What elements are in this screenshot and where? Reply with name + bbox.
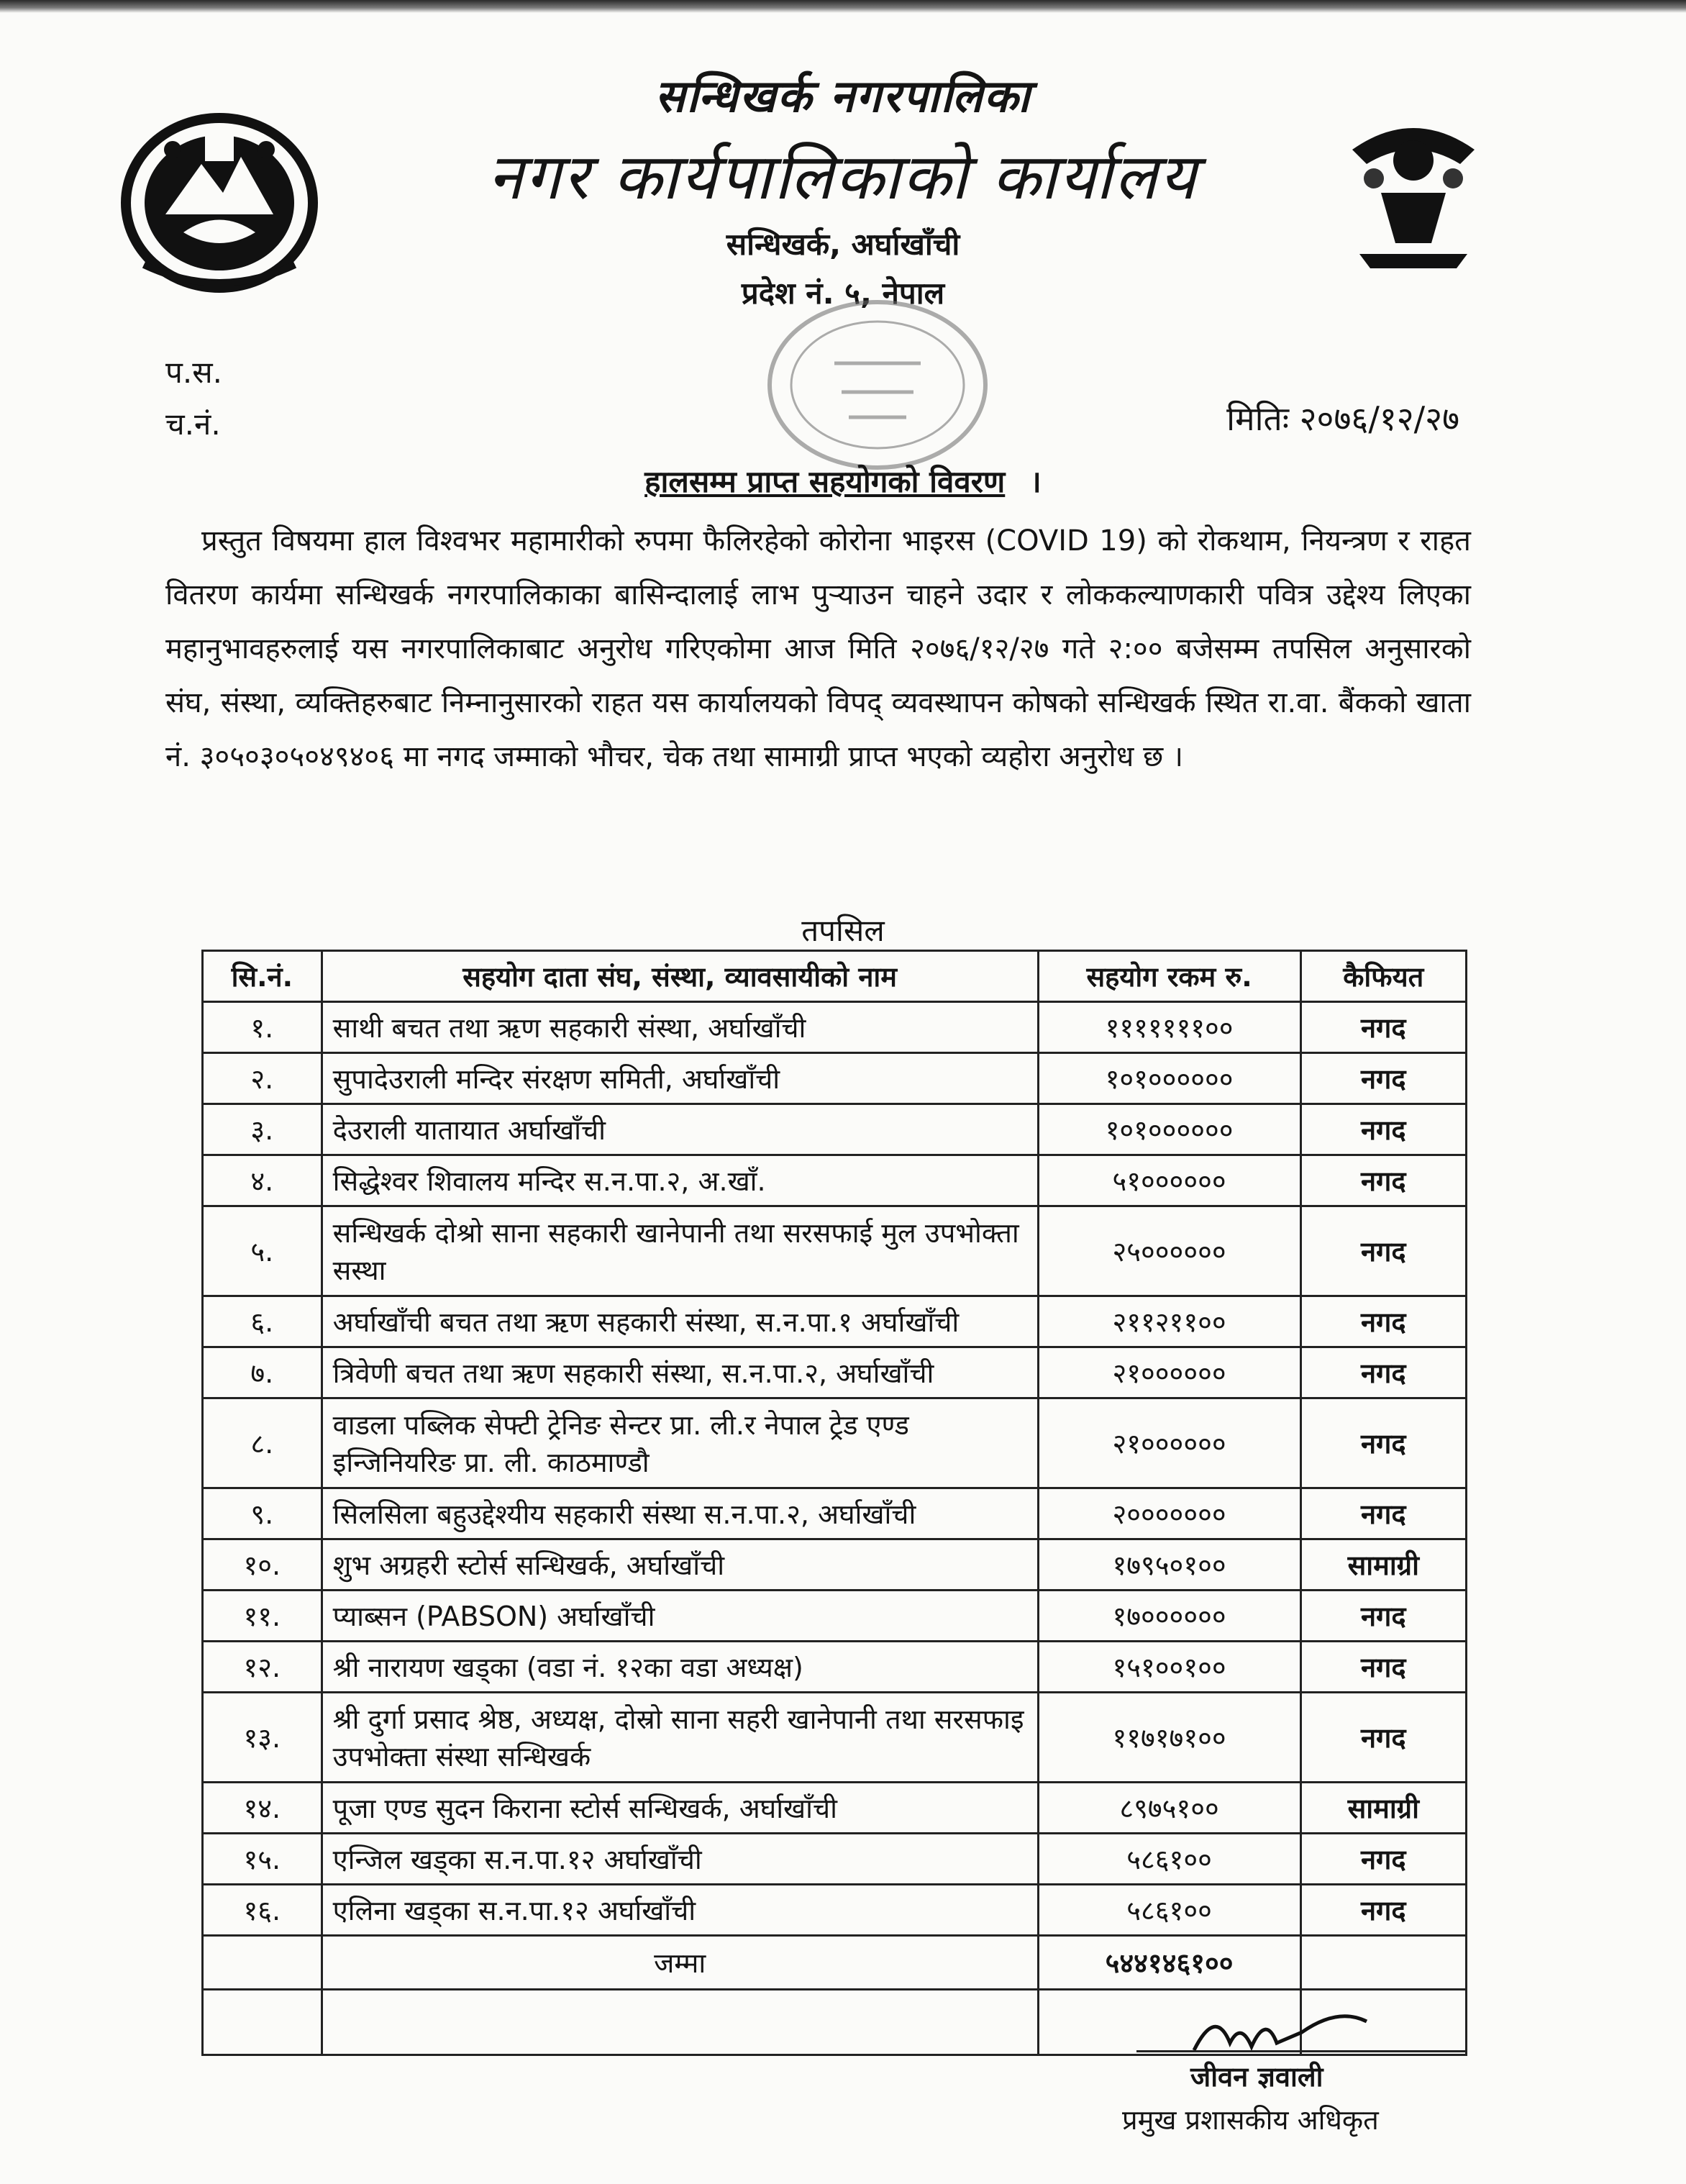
row-amount: २१०००००० xyxy=(1038,1398,1300,1488)
subject-line xyxy=(0,460,1686,501)
row-name: सन्धिखर्क दोश्रो साना सहकारी खानेपानी तथा सरसफाई मुल उपभोक्ता सस्था xyxy=(322,1206,1038,1296)
row-amount: ८९७५१०० xyxy=(1038,1783,1300,1834)
row-remarks: नगद xyxy=(1300,1002,1466,1053)
row-name: अर्घाखाँची बचत तथा ऋण सहकारी संस्था, स.न.पा.१ अर्घाखाँची xyxy=(322,1296,1038,1347)
total-label: जम्मा xyxy=(322,1936,1038,1990)
blank-cell xyxy=(322,1990,1038,2055)
row-sn: ३. xyxy=(203,1104,322,1155)
row-sn: ८. xyxy=(203,1398,322,1488)
row-sn: १६. xyxy=(203,1885,322,1936)
row-amount: २१०००००० xyxy=(1038,1347,1300,1398)
row-remarks: नगद xyxy=(1300,1296,1466,1347)
row-remarks: नगद xyxy=(1300,1206,1466,1296)
row-remarks: नगद xyxy=(1300,1591,1466,1642)
row-sn: १. xyxy=(203,1002,322,1053)
subject-end: । xyxy=(1029,464,1042,499)
row-sn: १५. xyxy=(203,1834,322,1885)
row-name: शुभ अग्रहरी स्टोर्स सन्धिखर्क, अर्घाखाँची xyxy=(322,1539,1038,1591)
row-remarks: नगद xyxy=(1300,1104,1466,1155)
row-name: एन्जिल खड्का स.न.पा.१२ अर्घाखाँची xyxy=(322,1834,1038,1885)
row-name: पूजा एण्ड सुदन किराना स्टोर्स सन्धिखर्क, अर्घाखाँची xyxy=(322,1783,1038,1834)
row-amount: १०१०००००० xyxy=(1038,1104,1300,1155)
row-name: श्री दुर्गा प्रसाद श्रेष्ठ, अध्यक्ष, दोस्रो साना सहरी खानेपानी तथा सरसफाइ उपभोक्ता संस्था सन्धिखर्क xyxy=(322,1693,1038,1783)
municipality-name: सन्धिखर्क नगरपालिका xyxy=(655,70,1031,122)
row-amount: ५१०००००० xyxy=(1038,1155,1300,1206)
table-row xyxy=(203,1885,1467,1936)
row-remarks: नगद xyxy=(1300,1347,1466,1398)
row-amount: ११७१७१०० xyxy=(1038,1693,1300,1783)
row-amount: २००००००० xyxy=(1038,1488,1300,1539)
row-sn: १३. xyxy=(203,1693,322,1783)
table-row xyxy=(203,1398,1467,1488)
row-name: त्रिवेणी बचत तथा ऋण सहकारी संस्था, स.न.पा.२, अर्घाखाँची xyxy=(322,1347,1038,1398)
header-remarks: कैफियत xyxy=(1300,951,1466,1002)
row-remarks: नगद xyxy=(1300,1642,1466,1693)
blank-cell xyxy=(203,1990,322,2055)
office-location: सन्धिखर्क, अर्घाखाँची xyxy=(726,227,960,262)
reference-ps: प.स. xyxy=(165,355,222,390)
header-sn: सि.नं. xyxy=(203,951,322,1002)
row-remarks: नगद xyxy=(1300,1834,1466,1885)
row-amount: १५१००१०० xyxy=(1038,1642,1300,1693)
header-amount: सहयोग रकम रु. xyxy=(1038,951,1300,1002)
total-row xyxy=(203,1936,1467,1990)
table-row xyxy=(203,1834,1467,1885)
table-row xyxy=(203,1155,1467,1206)
scan-edge xyxy=(0,0,1686,13)
row-remarks: नगद xyxy=(1300,1885,1466,1936)
row-sn: १४. xyxy=(203,1783,322,1834)
total-sn-cell xyxy=(203,1936,322,1990)
row-name: प्याब्सन (PABSON) अर्घाखाँची xyxy=(322,1591,1038,1642)
signatory-name: जीवन ज्ञवाली xyxy=(1190,2061,1323,2093)
table-body xyxy=(203,1002,1467,2055)
table-header-row xyxy=(203,951,1467,1002)
row-remarks: नगद xyxy=(1300,1693,1466,1783)
row-sn: ७. xyxy=(203,1347,322,1398)
row-amount: १७९५०१०० xyxy=(1038,1539,1300,1591)
table-row xyxy=(203,1488,1467,1539)
signatory-title: प्रमुख प्रशासकीय अधिकृत xyxy=(1122,2104,1379,2136)
row-amount: २११२११०० xyxy=(1038,1296,1300,1347)
table-row xyxy=(203,1693,1467,1783)
table-row xyxy=(203,1206,1467,1296)
table-row xyxy=(203,1104,1467,1155)
total-amount: ५४४१४६१०० xyxy=(1038,1936,1300,1990)
table-row xyxy=(203,1783,1467,1834)
office-name: नगर कार्यपालिकाको कार्यालय xyxy=(488,140,1198,214)
row-remarks: नगद xyxy=(1300,1053,1466,1104)
row-sn: ११. xyxy=(203,1591,322,1642)
row-amount: ५८६१०० xyxy=(1038,1885,1300,1936)
row-name: सुपादेउराली मन्दिर संरक्षण समिती, अर्घाखाँची xyxy=(322,1053,1038,1104)
row-remarks: नगद xyxy=(1300,1488,1466,1539)
row-name: साथी बचत तथा ऋण सहकारी संस्था, अर्घाखाँची xyxy=(322,1002,1038,1053)
signature-line xyxy=(1136,2050,1467,2052)
row-sn: ५. xyxy=(203,1206,322,1296)
donation-table xyxy=(201,950,1467,2056)
table-row xyxy=(203,1053,1467,1104)
table-row xyxy=(203,1642,1467,1693)
row-sn: ९. xyxy=(203,1488,322,1539)
row-sn: ६. xyxy=(203,1296,322,1347)
row-remarks: सामाग्री xyxy=(1300,1539,1466,1591)
reference-cn: च.नं. xyxy=(165,406,221,442)
row-amount: १७०००००० xyxy=(1038,1591,1300,1642)
row-name: सिलसिला बहुउद्देश्यीय सहकारी संस्था स.न.पा.२, अर्घाखाँची xyxy=(322,1488,1038,1539)
row-amount: ५८६१०० xyxy=(1038,1834,1300,1885)
row-sn: १०. xyxy=(203,1539,322,1591)
letter-date: मितिः २०७६/१२/२७ xyxy=(1226,399,1459,438)
subject-text: हालसम्म प्राप्त सहयोगको विवरण xyxy=(644,464,1006,499)
row-name: एलिना खड्का स.न.पा.१२ अर्घाखाँची xyxy=(322,1885,1038,1936)
row-amount: २५०००००० xyxy=(1038,1206,1300,1296)
row-name: श्री नारायण खड्का (वडा नं. १२का वडा अध्यक्ष) xyxy=(322,1642,1038,1693)
row-remarks: नगद xyxy=(1300,1398,1466,1488)
row-remarks: नगद xyxy=(1300,1155,1466,1206)
row-name: सिद्धेश्वर शिवालय मन्दिर स.न.पा.२, अ.खाँ. xyxy=(322,1155,1038,1206)
row-name: वाडला पब्लिक सेफ्टी ट्रेनिङ सेन्टर प्रा. ली.र नेपाल ट्रेड एण्ड इन्जिनियरिङ प्रा. ली. काठमाण्डौ xyxy=(322,1398,1038,1488)
total-remarks-cell xyxy=(1300,1936,1466,1990)
body-paragraph: प्रस्तुत विषयमा हाल विश्वभर महामारीको रुपमा फैलिरहेको कोरोना भाइरस (COVID 19) को रोकथाम, नियन्त्रण र राहत वितरण कार्यमा सन्धिखर्क नगरपालिकाका बासिन्दालाई लाभ पुऱ्याउन चाहने उदार र लोककल्याणकारी पवित्र उद्देश्य लिएका महानुभावहरुलाई यस नगरपालिकाबाट अनुरोध गरिएकोमा आज मिति २०७६/१२/२७ गते २:०० बजेसम्म तपसिल अनुसारको संघ, संस्था, व्यक्तिहरुबाट निम्नानुसारको राहत यस कार्यालयको विपद् व्यवस्थापन कोषको सन्धिखर्क स्थित रा.वा. बैंकको खाता नं. ३०५०३०५०४९४०६ मा नगद जम्माको भौचर, चेक तथा सामाग्री प्राप्त भएको व्यहोरा अनुरोध छ । xyxy=(165,524,1471,773)
table-row xyxy=(203,1296,1467,1347)
table-row xyxy=(203,1347,1467,1398)
row-amount: १११११११०० xyxy=(1038,1002,1300,1053)
table-caption: तपसिल xyxy=(801,913,885,948)
header-name: सहयोग दाता संघ, संस्था, व्यावसायीको नाम xyxy=(322,951,1038,1002)
row-remarks: सामाग्री xyxy=(1300,1783,1466,1834)
row-sn: ४. xyxy=(203,1155,322,1206)
table-row xyxy=(203,1002,1467,1053)
table-row xyxy=(203,1591,1467,1642)
row-amount: १०१०००००० xyxy=(1038,1053,1300,1104)
row-sn: १२. xyxy=(203,1642,322,1693)
row-sn: २. xyxy=(203,1053,322,1104)
province-line: प्रदेश नं. ५, नेपाल xyxy=(741,276,945,311)
row-name: देउराली यातायात अर्घाखाँची xyxy=(322,1104,1038,1155)
office-stamp xyxy=(748,291,1007,478)
table-row xyxy=(203,1539,1467,1591)
